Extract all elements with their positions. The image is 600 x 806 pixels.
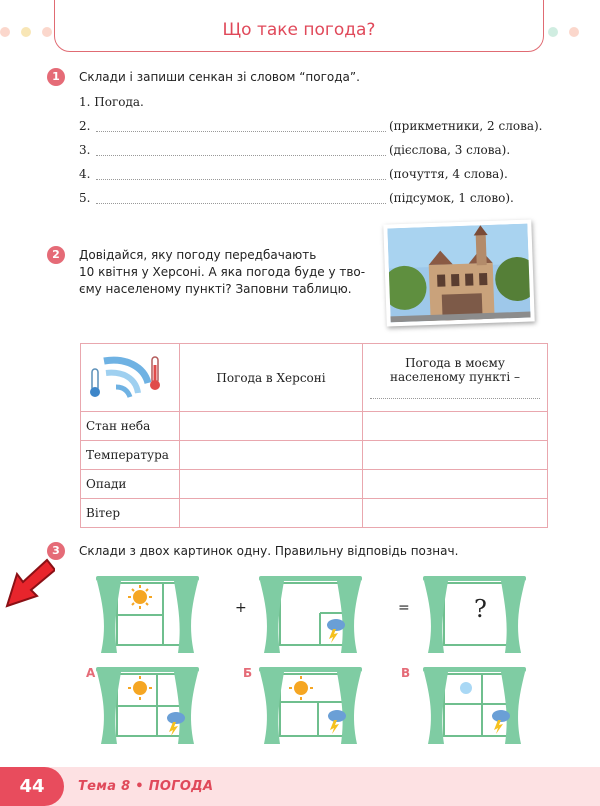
sinkan-line-3-hint: (дієслова, 3 слова). [389,143,511,157]
weather-table [80,343,548,528]
cell-mytown-precipitation[interactable] [363,470,548,499]
cell-kherson-temperature[interactable] [180,441,363,470]
cell-kherson-wind[interactable] [180,499,363,528]
window-storm [258,575,363,659]
cell-kherson-sky[interactable] [180,412,363,441]
page-number: 44 [0,767,64,806]
col-header-my-town [363,344,548,412]
sinkan-line-5-hint: (підсумок, 1 слово). [389,191,514,205]
cell-mytown-temperature[interactable] [363,441,548,470]
task2-text-line: єму населеному пункті? Заповни таблицю. [79,282,352,296]
question-mark: ? [474,595,487,623]
kherson-building-photo [383,219,534,326]
sinkan-line-2-field[interactable] [96,131,386,132]
sinkan-line-3-num: 3. [79,143,91,157]
task2-text-line: 10 квітня у Херсоні. А яка погода буде у тво- [79,265,366,279]
option-b-window[interactable] [258,666,363,750]
task1-text: Склади і запиши сенкан зі словом “погода”. [79,70,360,84]
cell-kherson-precipitation[interactable] [180,470,363,499]
col-header-my-town-line2: населеному пункті – [390,370,520,384]
footer-topic: Тема 8 • ПОГОДА [78,779,214,794]
equals-sign: = [398,600,410,616]
task2-text-line: Довідайся, яку погоду передбачають [79,248,317,262]
sinkan-line-4-field[interactable] [96,179,386,180]
row-label-wind: Вітер [81,499,180,528]
sinkan-line-5-num: 5. [79,191,91,205]
decor-dots-right [548,22,590,36]
task3-text: Склади з двох картинок одну. Правильну відповідь познач. [79,544,459,558]
cell-mytown-wind[interactable] [363,499,548,528]
option-a-window[interactable] [95,666,200,750]
task-number-1: 1 [47,68,65,86]
page-title: Що таке погода? [222,20,376,40]
row-label-temperature: Температура [81,441,180,470]
sinkan-line-4-num: 4. [79,167,91,181]
option-label-b: Б [243,666,253,680]
row-label-precipitation: Опади [81,470,180,499]
sinkan-line-2-num: 2. [79,119,91,133]
option-label-a: А [86,666,96,680]
col-header-my-town-line1: Погода в моєму [405,356,505,370]
cell-mytown-sky[interactable] [363,412,548,441]
sinkan-line-3-field[interactable] [96,155,386,156]
task-number-2: 2 [47,246,65,264]
sinkan-line-4-hint: (почуття, 4 слова). [389,167,508,181]
thermometer-wind-icon [86,353,164,399]
red-arrow-icon [3,530,55,614]
row-label-sky: Стан неба [81,412,180,441]
footer-bar [0,767,600,806]
sinkan-line-5-field[interactable] [96,203,386,204]
title-box [54,0,544,52]
task-number-3: 3 [47,542,65,560]
sinkan-line-1: 1. Погода. [79,95,144,109]
plus-sign: + [235,600,247,616]
table-icon-cell [81,344,180,412]
window-sun [95,575,200,659]
my-town-field[interactable] [370,390,540,399]
sinkan-line-2-hint: (прикметники, 2 слова). [389,119,543,133]
option-c-window[interactable] [422,666,527,750]
col-header-kherson: Погода в Херсоні [180,344,363,412]
window-question [422,575,527,659]
option-label-c: В [401,666,411,680]
task2-text [79,247,365,298]
